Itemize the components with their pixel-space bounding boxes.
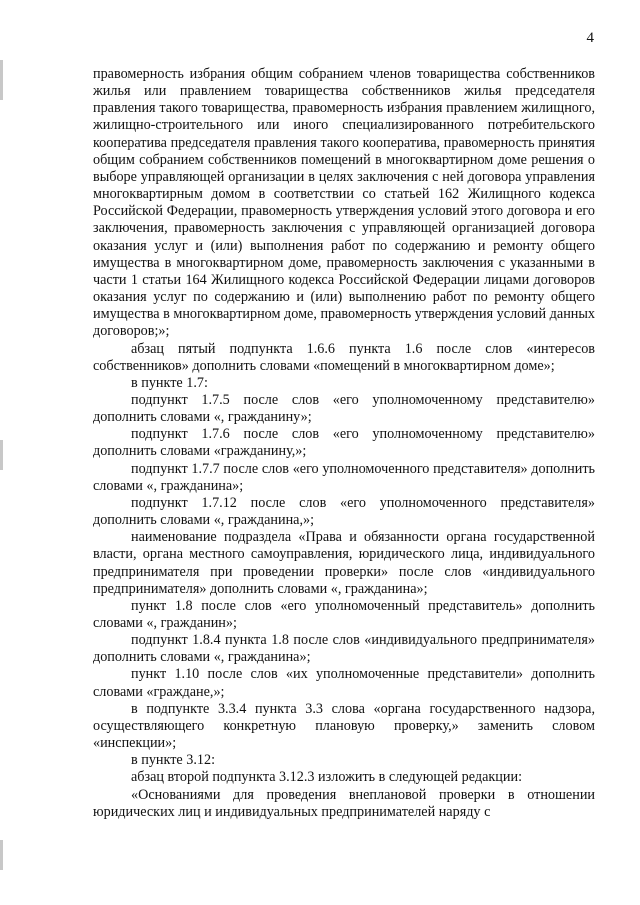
paragraph-4: подпункт 1.7.5 после слов «его уполномоченному представителю» дополнить словами «, гражданину»; xyxy=(93,391,595,426)
paragraph-7: подпункт 1.7.12 после слов «его уполномоченного представителя» дополнить словами «, гражданина,»; xyxy=(93,494,595,529)
page-number: 4 xyxy=(586,30,594,46)
scan-edge-mark-bottom xyxy=(0,840,3,870)
paragraph-10: подпункт 1.8.4 пункта 1.8 после слов «индивидуального предпринимателя» дополнить словами «, гражданина»; xyxy=(93,632,595,666)
paragraph-2: абзац пятый подпункта 1.6.6 пункта 1.6 после слов «интересов собственников» дополнить словами «помещений в многоквартирном доме»; xyxy=(93,340,595,374)
paragraph-6: подпункт 1.7.7 после слов «его уполномоченного представителя» дополнить словами «, гражданина»; xyxy=(93,460,595,494)
paragraph-8: наименование подраздела «Права и обязанности органа государственной власти, органа местного самоуправления, юридического лица, индивидуального предпринимателя при проведении проверки» после слов «индивидуального предпринимателя» дополнить словами «, гражданина»; xyxy=(93,529,595,597)
scan-edge-mark-middle xyxy=(0,440,3,470)
paragraph-11: пункт 1.10 после слов «их уполномоченные представители» дополнить словами «граждане,»; xyxy=(93,666,595,700)
paragraph-9: пункт 1.8 после слов «его уполномоченный представитель» дополнить словами «, гражданин»; xyxy=(93,597,595,631)
paragraph-12: в подпункте 3.3.4 пункта 3.3 слова «органа государственного надзора, осуществляющего конкретную плановую проверку,» заменить словом «инспекции»; xyxy=(93,700,595,752)
paragraph-1: правомерность избрания общим собранием членов товарищества собственников жилья или правлением товарищества собственников жилья председателя правления такого товарищества, правомерность избрания правлением жилищного, жилищно-строительного или иного специализированного потребительского кооператива председателя правления такого кооператива, правомерность принятия общим собранием собственников помещений в многоквартирном доме решения о выборе управляющей организации в целях заключения с ней договора управления многоквартирным домом в соответствии со статьей 162 Жилищного кодекса Российской Федерации, правомерность утверждения условий этого договора и его заключения, правомерность заключения с управляющей организацией договора оказания услуг и (или) выполнения работ по содержанию и ремонту общего имущества в многоквартирном доме, правомерность заключения с указанными в части 1 статьи 164 Жилищного кодекса Российской Федерации лицами договоров оказания услуг по содержанию и (или) выполнению работ по ремонту общего имущества в многоквартирном доме, правомерность утверждения условий данных договоров;»; xyxy=(93,66,595,340)
paragraph-15: «Основаниями для проведения внеплановой проверки в отношении юридических лиц и индивидуальных предпринимателей наряду с xyxy=(93,786,595,820)
document-body xyxy=(93,66,595,821)
paragraph-14: абзац второй подпункта 3.12.3 изложить в следующей редакции: xyxy=(131,769,523,786)
paragraph-3: в пункте 1.7: xyxy=(131,374,208,391)
scan-edge-mark-top xyxy=(0,60,3,100)
paragraph-5: подпункт 1.7.6 после слов «его уполномоченному представителю» дополнить словами «гражданину,»; xyxy=(93,426,595,460)
paragraph-13: в пункте 3.12: xyxy=(131,752,216,769)
